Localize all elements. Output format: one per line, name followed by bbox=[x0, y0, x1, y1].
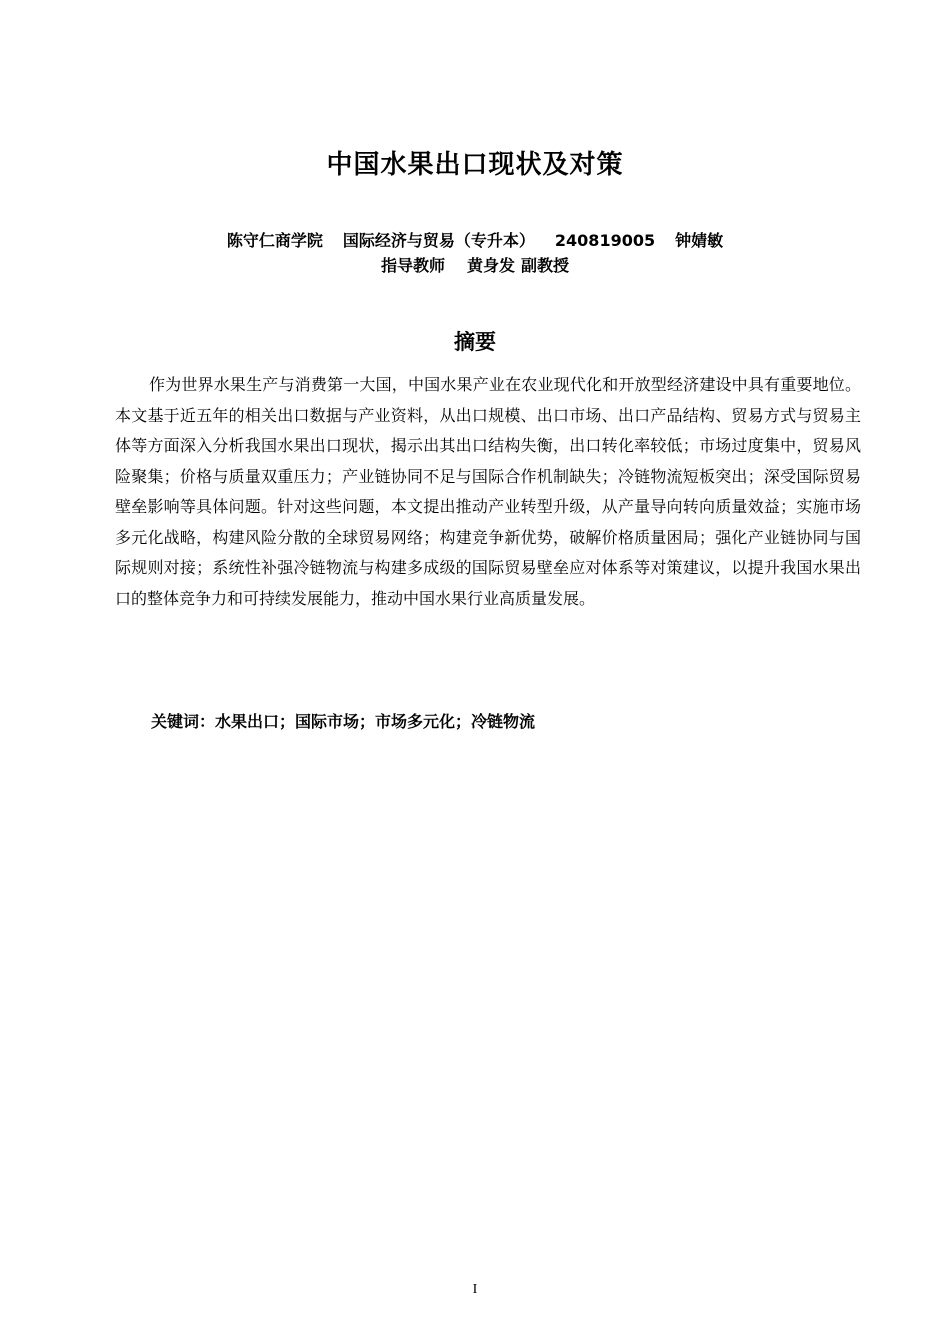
paper-title: 中国水果出口现状及对策 bbox=[326, 150, 624, 180]
advisor-rank: 副教授 bbox=[521, 256, 570, 275]
advisor-name: 黄身发 bbox=[466, 256, 515, 275]
author-name: 钟婧敏 bbox=[675, 231, 724, 250]
abstract-body: 作为世界水果生产与消费第一大国，中国水果产业在农业现代化和开放型经济建设中具有重要地位。本文基于近五年的相关出口数据与产业资料，从出口规模、出口市场、出口产品结构、贸易方式与贸易主体等方面深入分析我国水果出口现状，揭示出其出口结构失衡，出口转化率较低；市场过度集中，贸易风险聚集；价格与质量双重压力；产业链协同不足与国际合作机制缺失；冷链物流短板突出；深受国际贸易壁垒影响等具体问题。针对这些问题，本文提出推动产业转型升级，从产量导向转向质量效益；实施市场多元化战略，构建风险分散的全球贸易网络；构建竞争新优势，破解价格质量困局；强化产业链协同与国际规则对接；系统性补强冷链物流与构建多成级的国际贸易壁垒应对体系等对策建议，以提升我国水果出口的整体竞争力和可持续发展能力，推动中国水果行业高质量发展。 bbox=[115, 375, 861, 608]
author-student-id: 240819005 bbox=[554, 231, 656, 250]
abstract-heading: 摘要 bbox=[454, 330, 496, 354]
keywords-line: 关键词：水果出口；国际市场；市场多元化；冷链物流 bbox=[151, 712, 536, 731]
author-line bbox=[0, 229, 950, 253]
advisor-label: 指导教师 bbox=[380, 256, 445, 275]
advisor-line bbox=[0, 254, 950, 278]
author-school: 陈守仁商学院 bbox=[226, 231, 323, 250]
page-number: I bbox=[472, 1282, 478, 1297]
author-major: 国际经济与贸易（专升本） bbox=[342, 231, 535, 250]
